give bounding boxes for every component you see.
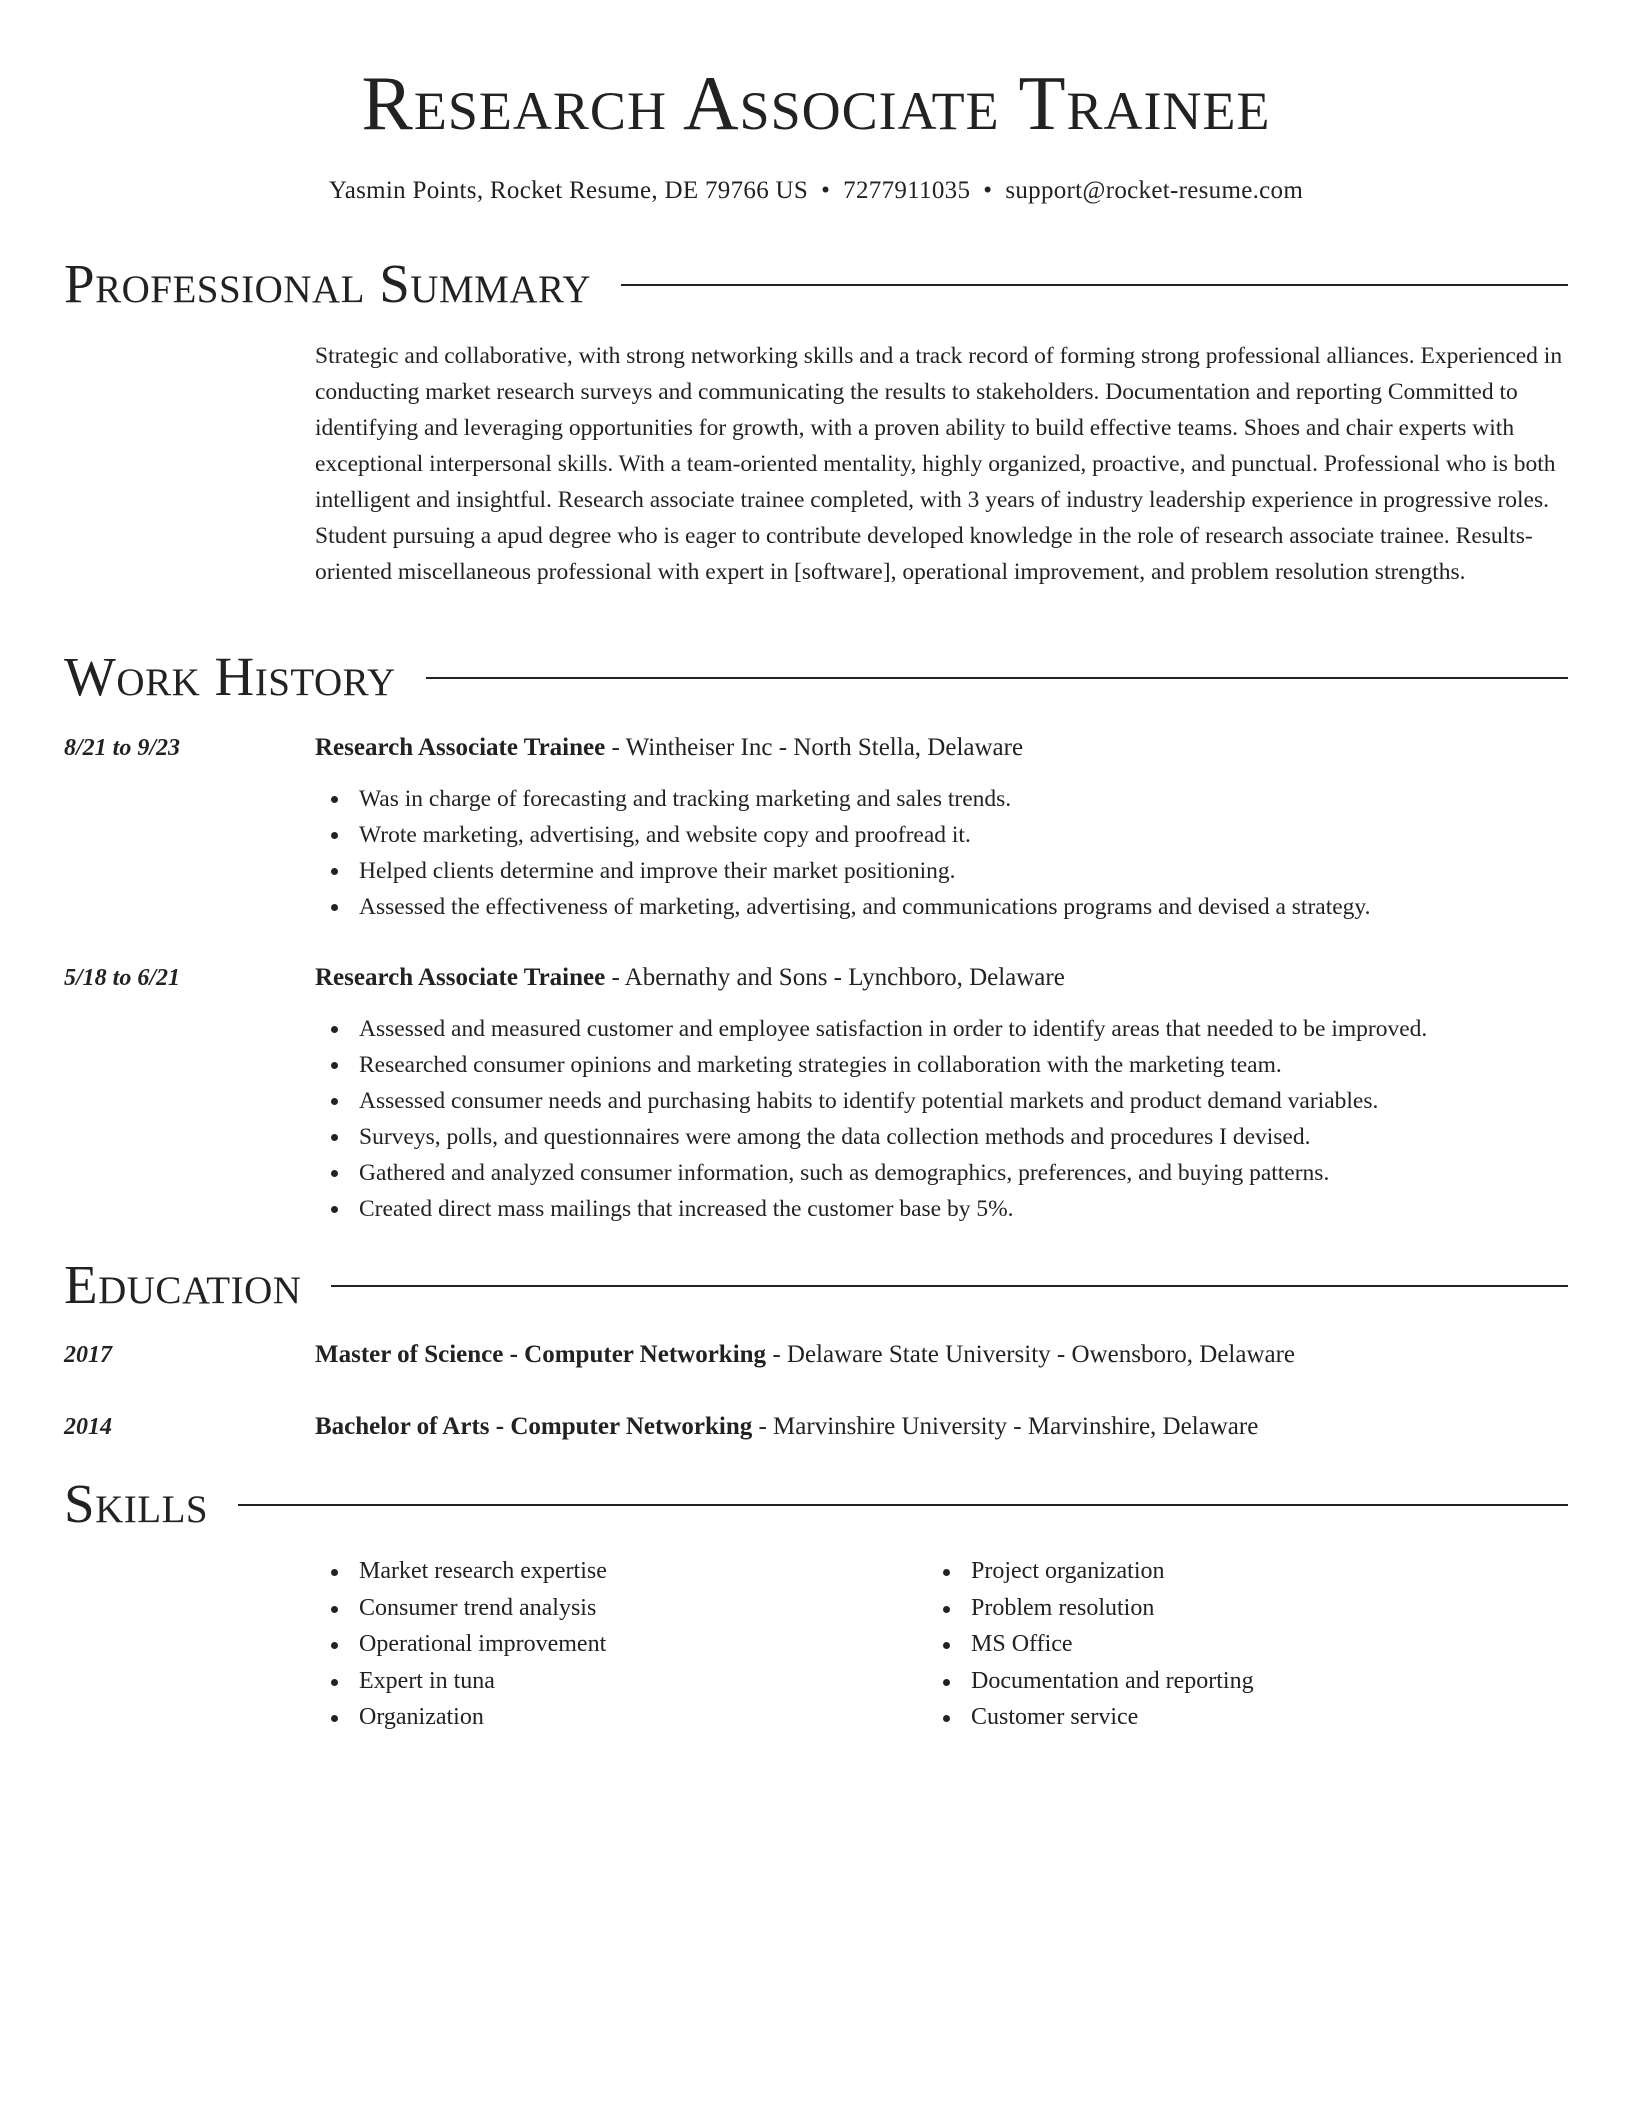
contact-line — [64, 174, 1568, 208]
skill-item: Consumer trend analysis — [359, 1590, 607, 1627]
education-heading — [315, 1338, 1295, 1372]
contact-separator: • — [821, 177, 831, 204]
skill-item: Project organization — [971, 1553, 1254, 1590]
summary-text: Strategic and collaborative, with strong networking skills and a track record of forming strong professional alliances. Experienced in conducting market research surveys and communicating the results to stakeholders. Documentation and reporting Committed to identifying and leveraging opportunities for growth, with a proven ability to build effective teams. Shoes and chair experts with exceptional interpersonal skills. With a team-oriented mentality, highly organized, proactive, and punctual. Professional who is both intelligent and insightful. Research associate trainee completed, with 3 years of industry leadership experience in progressive roles. Student pursuing a apud degree who is eager to contribute developed knowledge in the role of research associate trainee. Results-oriented miscellaneous professional with expert in [software], operational improvement, and problem resolution strengths. — [315, 343, 1563, 585]
education-degree: Master of Science - Computer Networking — [315, 1341, 767, 1368]
job-bullet: Assessed the effectiveness of marketing, advertising, and communications programs and devised a strategy. — [359, 889, 1371, 925]
skill-item: Problem resolution — [971, 1590, 1254, 1627]
job-bullet: Gathered and analyzed consumer information, such as demographics, preferences, and buying patterns. — [359, 1155, 1427, 1191]
candidate-name: Research Associate Trainee — [361, 60, 1271, 146]
skill-item: Organization — [359, 1699, 607, 1736]
work-section-header — [64, 645, 1568, 709]
phone: 7277911035 — [843, 177, 971, 204]
education-year: 2017 — [64, 1342, 112, 1368]
skills-list-right — [927, 1553, 1254, 1736]
job-bullet: Surveys, polls, and questionnaires were among the data collection methods and procedures I devised. — [359, 1119, 1427, 1155]
summary-section-title: Professional Summary — [64, 252, 621, 316]
skills-section-title: Skills — [64, 1472, 238, 1536]
job-bullets — [315, 781, 1371, 925]
address: Yasmin Points, Rocket Resume, DE 79766 US — [328, 177, 809, 204]
job-bullet: Helped clients determine and improve their market positioning. — [359, 853, 1371, 889]
job-role: Research Associate Trainee — [315, 964, 606, 991]
education-school: - Delaware State University - Owensboro, Delaware — [766, 1341, 1296, 1368]
job-bullet: Created direct mass mailings that increased the customer base by 5%. — [359, 1191, 1427, 1227]
job-bullet: Assessed and measured customer and employee satisfaction in order to identify areas that needed to be improved. — [359, 1011, 1427, 1047]
job-bullet: Researched consumer opinions and marketing strategies in collaboration with the marketing team. — [359, 1047, 1427, 1083]
education-year: 2014 — [64, 1414, 112, 1440]
job-bullet: Was in charge of forecasting and tracking marketing and sales trends. — [359, 781, 1371, 817]
job-dates: 8/21 to 9/23 — [64, 735, 181, 761]
job-bullets — [315, 1011, 1427, 1227]
education-school: - Marvinshire University - Marvinshire, Delaware — [752, 1413, 1259, 1440]
job-role: Research Associate Trainee — [315, 734, 606, 761]
skill-item: Market research expertise — [359, 1553, 607, 1590]
skills-section-header — [64, 1472, 1568, 1536]
job-employer: - Wintheiser Inc - North Stella, Delaware — [605, 734, 1024, 761]
skill-item: MS Office — [971, 1626, 1254, 1663]
job-dates: 5/18 to 6/21 — [64, 965, 181, 991]
skill-item: Documentation and reporting — [971, 1663, 1254, 1700]
education-section-header — [64, 1253, 1568, 1317]
education-heading — [315, 1410, 1258, 1444]
skills-list-left — [315, 1553, 607, 1736]
contact-separator: • — [983, 177, 993, 204]
education-degree: Bachelor of Arts - Computer Networking — [315, 1413, 753, 1440]
skill-item: Customer service — [971, 1699, 1254, 1736]
education-section-title: Education — [64, 1253, 331, 1317]
skill-item: Expert in tuna — [359, 1663, 607, 1700]
work-section-title: Work History — [64, 645, 426, 709]
job-heading — [315, 731, 1023, 765]
section-divider — [64, 1504, 1568, 1506]
job-heading — [315, 961, 1065, 995]
email: support@rocket-resume.com — [1005, 177, 1304, 204]
skill-item: Operational improvement — [359, 1626, 607, 1663]
job-employer: - Abernathy and Sons - Lynchboro, Delaware — [605, 964, 1065, 991]
job-bullet: Assessed consumer needs and purchasing habits to identify potential markets and product demand variables. — [359, 1083, 1427, 1119]
summary-section-header — [64, 252, 1568, 316]
job-bullet: Wrote marketing, advertising, and website copy and proofread it. — [359, 817, 1371, 853]
